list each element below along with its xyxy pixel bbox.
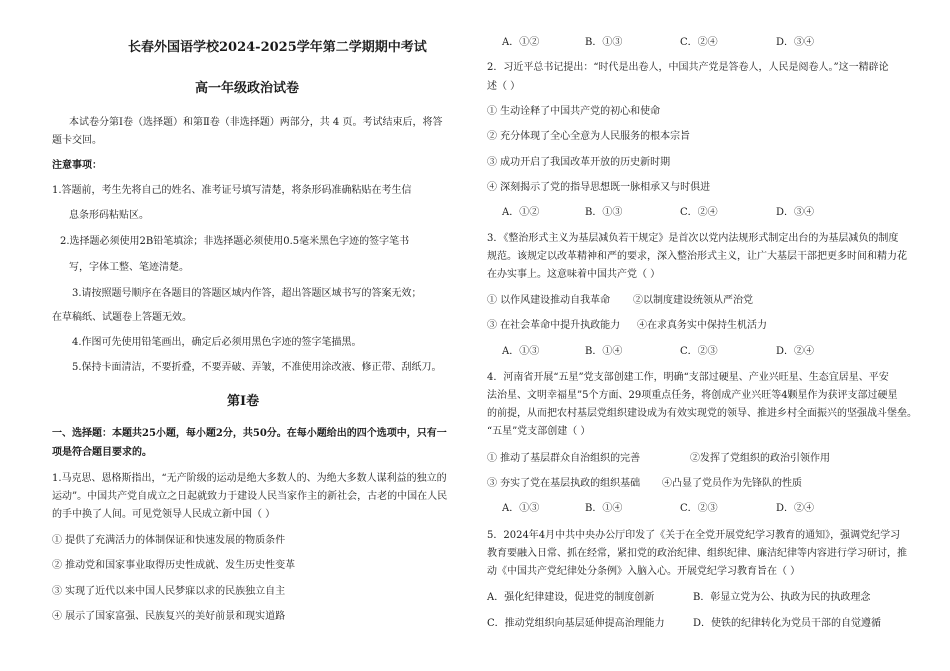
q3-choice-b: B．①④: [585, 346, 623, 357]
q5-option-d: D．使铁的纪律转化为党员干部的自觉遵循: [693, 618, 882, 629]
intro-line-1: 本试卷分第Ⅰ卷（选择题）和第Ⅱ卷（非选择题）两部分，共 4 页。考试结束后，将答: [69, 117, 443, 128]
q1-stem-3: 的手中换了人间。可见党领导人民成立新中国（ ）: [52, 509, 276, 520]
intro-line-2: 题卡交回。: [52, 135, 102, 146]
section1-heading-b: 项是符合题目要求的。: [52, 447, 152, 458]
q2-option-1: ① 生动诠释了中国共产党的初心和使命: [487, 106, 661, 117]
q2-option-4: ④ 深刻揭示了党的指导思想既一脉相承又与时俱进: [487, 182, 711, 193]
q3-option-4: ④在求真务实中保持生机活力: [637, 320, 767, 331]
q4-option-1: ① 推动了基层群众自治组织的完善: [487, 453, 641, 464]
q5-stem-2: 教育要融入日常、抓在经常，紧扣党的政治纪律、组织纪律、廉洁纪律等内容进行学习研讨，推: [487, 548, 907, 559]
q5-option-b: B．彰显立党为公、执政为民的执政理念: [693, 592, 871, 603]
notice-item-1b: 息条形码粘贴区。: [69, 210, 149, 221]
q2-option-3: ③ 成功开启了我国改革开放的历史新时期: [487, 157, 671, 168]
q2-choice-a: A．①②: [502, 207, 540, 218]
section1-heading-a: 一、选择题：本题共25小题，每小题2分，共50分。在每小题给出的四个选项中，只有一: [52, 428, 447, 439]
q2-stem-2: 述（ ）: [487, 81, 521, 92]
q4-choice-c: C．②③: [680, 503, 718, 514]
q4-stem-1: 4．河南省开展“五星”党支部创建工作，明确“支部过硬星、产业兴旺星、生态宜居星、平安: [487, 372, 889, 383]
notice-heading: 注意事项：: [52, 160, 102, 171]
q3-choice-a: A．①③: [502, 346, 540, 357]
q4-option-4: ④凸显了党员作为先锋队的性质: [662, 478, 802, 489]
q2-stem-1: 2．习近平总书记提出：“时代是出卷人，中国共产党是答卷人，人民是阅卷人。”这一精辟论: [487, 62, 889, 73]
q2-choice-d: D．③④: [776, 207, 815, 218]
q4-stem-3: 的前提，从而把农村基层党组织建设成为有效实现党的领导、推进乡村全面振兴的坚强战斗堡垒。: [487, 408, 917, 419]
q1-stem-1: 1.马克思、恩格斯指出，“无产阶级的运动是绝大多数人的、为绝大多数人谋利益的独立的: [52, 473, 447, 484]
q5-option-c: C．推动党组织向基层延伸提高治理能力: [487, 618, 665, 629]
q1-stem-2: 运动”。中国共产党自成立之日起就致力于建设人民当家作主的新社会，古老的中国在人民: [52, 491, 448, 502]
notice-item-5: 5.保持卡面清洁，不要折叠，不要弄破、弄皱，不准使用涂改液、修正带、刮纸刀。: [72, 362, 442, 373]
volume-heading: 第Ⅰ卷: [227, 394, 260, 409]
q2-option-2: ② 充分体现了全心全意为人民服务的根本宗旨: [487, 131, 691, 142]
q3-stem-1: 3．《整治形式主义为基层减负若干规定》是首次以党内法规形式制定出台的为基层减负的制度: [487, 233, 899, 244]
q4-choice-a: A．①③: [502, 503, 540, 514]
q2-choice-b: B．①③: [585, 207, 623, 218]
notice-item-4: 4.作图可先使用铅笔画出，确定后必须用黑色字迹的签字笔描黑。: [72, 337, 362, 348]
notice-item-2a: 2.选择题必须使用2B铅笔填涂；非选择题必须使用0.5毫米黑色字迹的签字笔书: [60, 236, 410, 247]
notice-item-3b: 在草稿纸、试题卷上答题无效。: [52, 312, 192, 323]
q1-choice-c: C．②④: [680, 37, 718, 48]
q1-choice-a: A．①②: [502, 37, 540, 48]
q4-option-2: ②发挥了党组织的政治引领作用: [690, 453, 830, 464]
notice-item-3a: 3.请按照题号顺序在各题目的答题区域内作答，超出答题区域书写的答案无效；: [72, 288, 422, 299]
q4-option-3: ③ 夯实了党在基层执政的组织基础: [487, 478, 641, 489]
q4-choice-d: D．②④: [776, 503, 815, 514]
q5-stem-3: 动《中国共产党纪律处分条例》入脑入心。开展党纪学习教育旨在（ ）: [487, 566, 801, 577]
exam-title: 长春外国语学校2024-2025学年第二学期期中考试: [128, 40, 427, 55]
q5-option-a: A．强化纪律建设，促进党的制度创新: [487, 592, 655, 603]
notice-item-2b: 写，字体工整、笔迹清楚。: [69, 262, 189, 273]
notice-item-1a: 1.答题前，考生先将自己的姓名、准考证号填写清楚，将条形码准确粘贴在考生信: [52, 185, 412, 196]
q3-choice-d: D．②④: [776, 346, 815, 357]
q3-stem-3: 在办实事上。这意味着中国共产党（ ）: [487, 269, 661, 280]
q3-option-2: ②以制度建设统领从严治党: [633, 295, 753, 306]
q1-choice-b: B．①③: [585, 37, 623, 48]
q4-stem-4: “五星”党支部创建（ ）: [487, 426, 591, 437]
q3-stem-2: 规范。该规定以改革精神和严的要求，深入整治形式主义，让广大基层干部把更多时间和精力花: [487, 251, 907, 262]
q1-option-2: ② 推动党和国家事业取得历史性成就、发生历史性变革: [52, 560, 296, 571]
q1-option-3: ③ 实现了近代以来中国人民梦寐以求的民族独立自主: [52, 586, 286, 597]
q1-choice-d: D．③④: [776, 37, 815, 48]
q1-option-4: ④ 展示了国家富强、民族复兴的美好前景和现实道路: [52, 611, 286, 622]
exam-subtitle: 高一年级政治试卷: [195, 81, 300, 96]
q2-choice-c: C．②④: [680, 207, 718, 218]
q1-option-1: ① 提供了充满活力的体制保证和快速发展的物质条件: [52, 535, 286, 546]
q3-option-1: ① 以作风建设推动自我革命: [487, 295, 611, 306]
q5-stem-1: 5．2024年4月中共中央办公厅印发了《关于在全党开展党纪学习教育的通知》，强调党纪学习: [487, 530, 901, 541]
q3-option-3: ③ 在社会革命中提升执政能力: [487, 320, 621, 331]
q3-choice-c: C．②③: [680, 346, 718, 357]
q4-stem-2: 法治星、文明幸福星”5个方面、29项重点任务，将创成产业兴旺等4颗星作为获评支部过硬星: [487, 390, 898, 401]
q4-choice-b: B．①④: [585, 503, 623, 514]
